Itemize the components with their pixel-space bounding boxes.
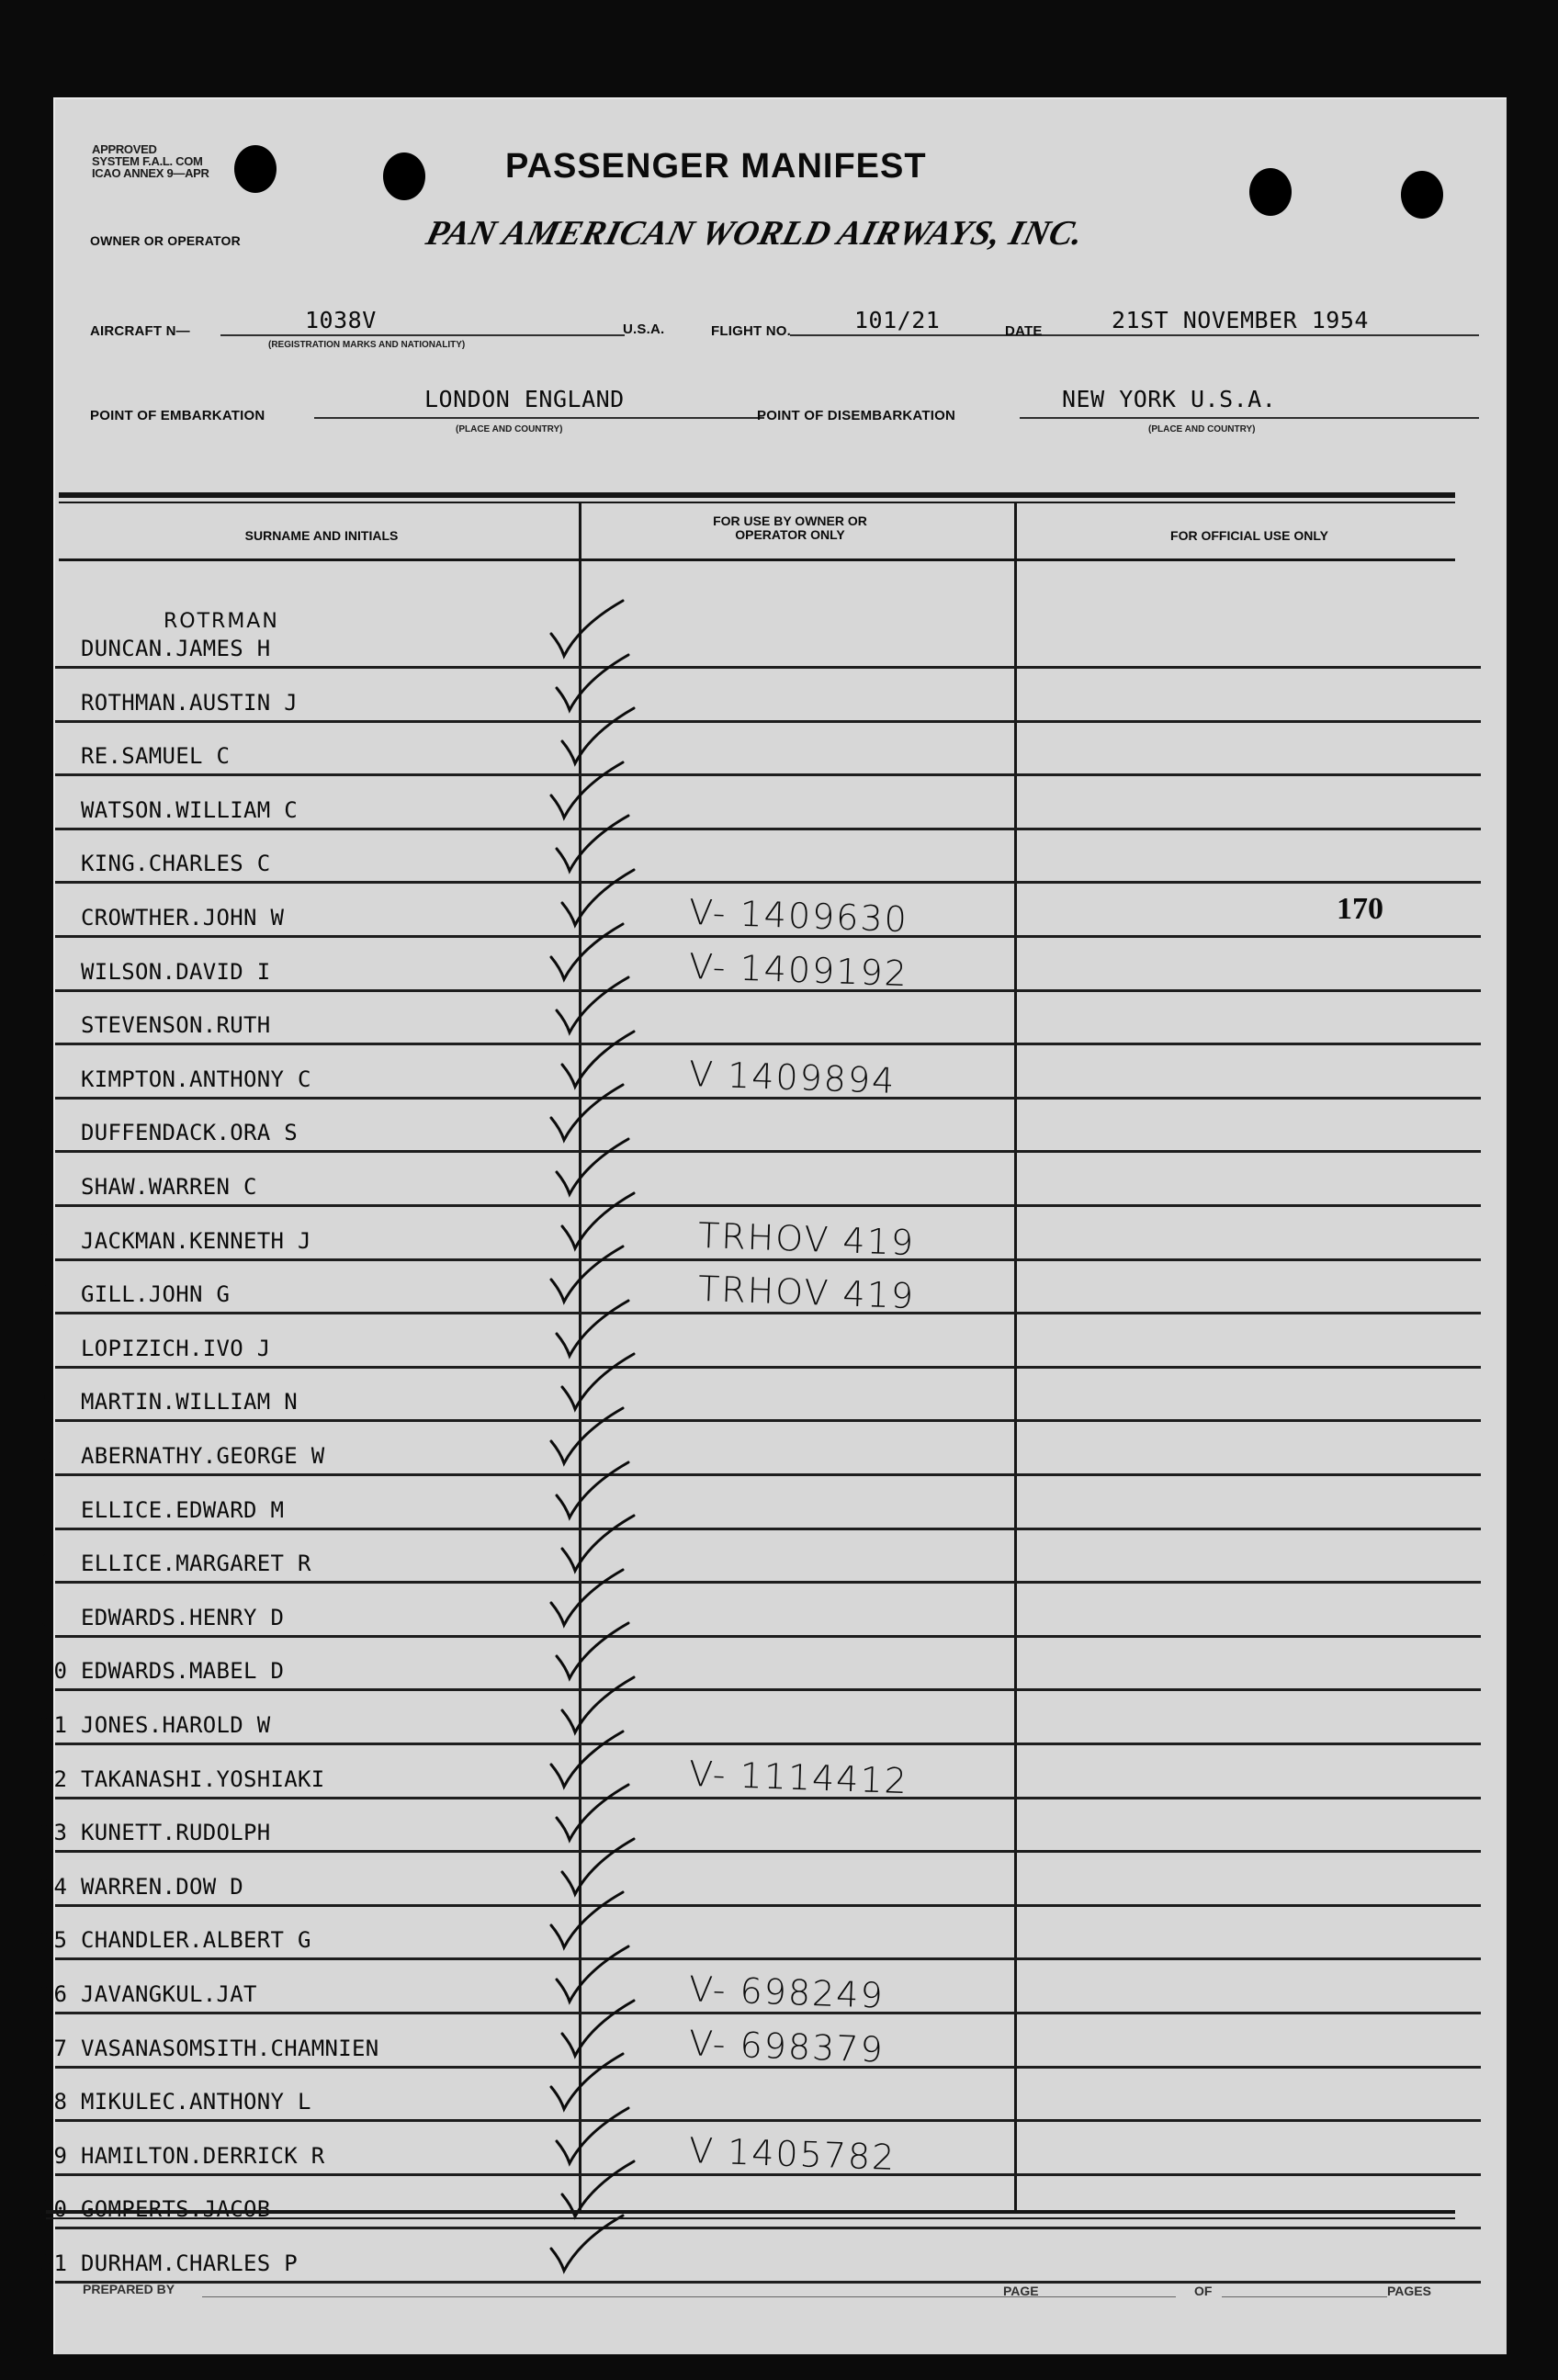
row-number: 24 bbox=[40, 1873, 67, 1900]
passenger-row bbox=[55, 1046, 1507, 1100]
passenger-name: WARREN.DOW D bbox=[81, 1873, 243, 1900]
passenger-row bbox=[55, 723, 1507, 776]
of-line bbox=[1222, 2296, 1387, 2297]
passenger-name: ROTHMAN.AUSTIN J bbox=[81, 689, 298, 716]
owner-note: V 1405782 bbox=[688, 2129, 898, 2178]
passenger-row bbox=[55, 992, 1507, 1045]
owner-note: V 1409894 bbox=[688, 1053, 898, 1101]
manifest-sheet bbox=[40, 97, 1507, 2354]
passenger-row bbox=[40, 2015, 1507, 2070]
row-rule bbox=[55, 828, 1481, 830]
passenger-row bbox=[40, 1907, 1507, 1960]
embarkation-label: POINT OF EMBARKATION bbox=[90, 408, 265, 423]
passenger-row bbox=[40, 1961, 1507, 2016]
passenger-name: STEVENSON.RUTH bbox=[81, 1012, 271, 1039]
passenger-name: ELLICE.EDWARD M bbox=[81, 1496, 285, 1523]
passenger-row bbox=[40, 1692, 1507, 1745]
passenger-row bbox=[40, 1423, 1507, 1476]
approval-stamp bbox=[92, 143, 209, 179]
check-mark bbox=[544, 2212, 627, 2280]
passenger-name: LOPIZICH.IVO J bbox=[81, 1335, 271, 1361]
header-bottom-rule bbox=[59, 558, 1455, 561]
table-bottom-rule-thin bbox=[46, 2217, 1455, 2219]
row-rule bbox=[55, 2227, 1481, 2229]
passenger-name: DURHAM.CHARLES P bbox=[81, 2250, 298, 2276]
page-label: PAGE bbox=[1003, 2284, 1039, 2298]
owner-note: TRHOV 419 bbox=[697, 1269, 916, 1317]
disembarkation-value: NEW YORK U.S.A. bbox=[1062, 386, 1277, 412]
owner-note: V- 698379 bbox=[688, 2022, 886, 2070]
of-label: OF bbox=[1194, 2284, 1213, 2298]
row-number: 9 bbox=[40, 1604, 54, 1630]
row-rule bbox=[55, 2012, 1481, 2014]
embarkation-underline bbox=[314, 417, 764, 419]
row-number: 20 bbox=[40, 1658, 67, 1685]
date-label: DATE bbox=[1005, 323, 1043, 339]
passenger-row bbox=[55, 777, 1507, 830]
row-rule bbox=[55, 773, 1481, 776]
row-rule bbox=[55, 935, 1481, 938]
passenger-row bbox=[40, 1100, 1507, 1153]
row-number: 0 bbox=[40, 1120, 54, 1146]
owner-note: V- 1409192 bbox=[688, 945, 909, 994]
row-number: 8 bbox=[40, 1551, 54, 1577]
passenger-name: EDWARDS.HENRY D bbox=[81, 1604, 285, 1630]
passenger-name: ELLICE.MARGARET R bbox=[81, 1551, 311, 1577]
owner-operator-label: OWNER OR OPERATOR bbox=[90, 233, 241, 248]
embarkation-place-note: (PLACE AND COUNTRY) bbox=[456, 424, 563, 434]
passenger-row bbox=[55, 939, 1507, 992]
passenger-row bbox=[55, 830, 1507, 884]
prepared-by-line bbox=[202, 2296, 1047, 2297]
row-number: 25 bbox=[40, 1927, 67, 1954]
passenger-row bbox=[55, 670, 1507, 723]
passenger-row bbox=[40, 1585, 1507, 1638]
row-number: 31 bbox=[40, 2250, 67, 2276]
approval-stamp-line: SYSTEM F.A.L. COM bbox=[92, 154, 203, 168]
passenger-row bbox=[40, 1746, 1507, 1801]
aircraft-number: 1038V bbox=[305, 307, 377, 333]
official-note: 170 bbox=[1337, 892, 1383, 926]
table-top-rule-thin bbox=[59, 502, 1455, 503]
row-rule bbox=[55, 1957, 1481, 1960]
passenger-row bbox=[40, 1154, 1507, 1207]
aircraft-underline bbox=[220, 334, 625, 336]
passenger-name: CHANDLER.ALBERT G bbox=[81, 1927, 311, 1954]
prepared-by-label: PREPARED BY bbox=[83, 2282, 175, 2296]
row-number: 27 bbox=[40, 2035, 67, 2061]
table-top-rule bbox=[59, 492, 1455, 498]
row-rule bbox=[55, 1904, 1481, 1907]
nationality: U.S.A. bbox=[623, 321, 665, 337]
column-header-official-use: FOR OFFICIAL USE ONLY bbox=[1170, 528, 1328, 543]
date-value: 21ST NOVEMBER 1954 bbox=[1112, 307, 1369, 333]
row-number: 1 bbox=[40, 1174, 54, 1200]
passenger-name: SHAW.WARREN C bbox=[81, 1174, 257, 1200]
row-number: 23 bbox=[40, 1820, 67, 1846]
handwritten-correction: ROTRMAN bbox=[164, 610, 279, 633]
row-rule bbox=[55, 1743, 1481, 1745]
row-rule bbox=[55, 1797, 1481, 1799]
owner-note: V- 1114412 bbox=[688, 1753, 909, 1801]
row-rule bbox=[55, 1204, 1481, 1207]
row-number: 2 bbox=[40, 1227, 54, 1254]
punch-hole bbox=[234, 145, 277, 193]
column-header-surname: SURNAME AND INITIALS bbox=[244, 528, 399, 543]
flight-number: 101/21 bbox=[854, 307, 941, 333]
passenger-row bbox=[55, 885, 1507, 941]
passenger-name: ABERNATHY.GEORGE W bbox=[81, 1443, 325, 1469]
table-bottom-rule bbox=[46, 2210, 1455, 2214]
aircraft-label: AIRCRAFT N— bbox=[90, 323, 190, 339]
row-rule bbox=[55, 1258, 1481, 1261]
disembarkation-label: POINT OF DISEMBARKATION bbox=[757, 408, 955, 423]
approval-stamp-line: ICAO ANNEX 9—APR bbox=[92, 166, 209, 180]
passenger-name: VASANASOMSITH.CHAMNIEN bbox=[81, 2035, 379, 2061]
row-rule bbox=[55, 881, 1481, 884]
passenger-name: HAMILTON.DERRICK R bbox=[81, 2142, 325, 2169]
passenger-name: JACKMAN.KENNETH J bbox=[81, 1227, 311, 1254]
row-rule bbox=[55, 1043, 1481, 1045]
flight-label: FLIGHT NO. bbox=[711, 323, 791, 339]
punch-hole bbox=[1401, 171, 1443, 219]
passenger-name: DUNCAN.JAMES H bbox=[81, 636, 271, 661]
row-rule bbox=[55, 1688, 1481, 1691]
row-rule bbox=[55, 2281, 1481, 2284]
row-rule bbox=[55, 1312, 1481, 1314]
row-number: 21 bbox=[40, 1712, 67, 1738]
passenger-name: TAKANASHI.YOSHIAKI bbox=[81, 1765, 325, 1792]
passenger-row bbox=[40, 2123, 1507, 2178]
passenger-name: RE.SAMUEL C bbox=[81, 743, 231, 770]
owner-note: TRHOV 419 bbox=[697, 1214, 916, 1263]
passenger-name: JAVANGKUL.JAT bbox=[81, 1981, 257, 2007]
passenger-name: MARTIN.WILLIAM N bbox=[81, 1389, 298, 1416]
passenger-name: KING.CHARLES C bbox=[81, 851, 271, 877]
row-number: 7 bbox=[40, 1496, 54, 1523]
disembarkation-underline bbox=[1020, 417, 1479, 419]
checkmark-icon bbox=[544, 2212, 627, 2276]
row-rule bbox=[55, 2173, 1481, 2176]
passenger-row bbox=[40, 1477, 1507, 1530]
passenger-row bbox=[40, 1799, 1507, 1853]
passenger-row bbox=[40, 1261, 1507, 1317]
company-name: PAN AMERICAN WORLD AIRWAYS, INC. bbox=[422, 214, 1088, 253]
page-title: PASSENGER MANIFEST bbox=[505, 147, 927, 186]
passenger-row bbox=[40, 1369, 1507, 1422]
row-rule bbox=[55, 1581, 1481, 1584]
passenger-row bbox=[40, 1530, 1507, 1584]
passenger-name: DUFFENDACK.ORA S bbox=[81, 1120, 298, 1146]
page-line bbox=[1047, 2296, 1176, 2297]
row-number: 29 bbox=[40, 2142, 67, 2169]
date-underline bbox=[1047, 334, 1479, 336]
passenger-name: EDWARDS.MABEL D bbox=[81, 1658, 285, 1685]
disembarkation-place-note: (PLACE AND COUNTRY) bbox=[1148, 424, 1256, 434]
row-rule bbox=[55, 2119, 1481, 2122]
owner-note: V- 698249 bbox=[688, 1968, 886, 2016]
passenger-name: GOMPERTS.JACOB bbox=[81, 2196, 271, 2223]
row-number: 28 bbox=[40, 2089, 67, 2115]
row-rule bbox=[55, 720, 1481, 723]
column-header-owner-use: FOR USE BY OWNER OR OPERATOR ONLY bbox=[713, 513, 867, 542]
row-number: 22 bbox=[40, 1765, 67, 1792]
pages-label: PAGES bbox=[1387, 2284, 1431, 2298]
passenger-row bbox=[40, 1854, 1507, 1907]
row-number: 5 bbox=[40, 1389, 54, 1416]
passenger-row bbox=[55, 615, 1507, 669]
row-rule bbox=[55, 1366, 1481, 1369]
row-rule bbox=[55, 1150, 1481, 1153]
row-rule bbox=[55, 1473, 1481, 1476]
passenger-name: MIKULEC.ANTHONY L bbox=[81, 2089, 311, 2115]
passenger-row bbox=[40, 2230, 1507, 2284]
passenger-name: KIMPTON.ANTHONY C bbox=[81, 1066, 311, 1092]
row-number: 26 bbox=[40, 1981, 67, 2007]
row-number: 4 bbox=[40, 1335, 54, 1361]
row-rule bbox=[55, 1419, 1481, 1422]
passenger-name: WILSON.DAVID I bbox=[81, 958, 271, 985]
row-number: 3 bbox=[40, 1281, 54, 1308]
passenger-row bbox=[40, 1638, 1507, 1691]
row-rule bbox=[55, 1850, 1481, 1853]
passenger-row bbox=[40, 2069, 1507, 2122]
approval-stamp-line: APPROVED bbox=[92, 142, 157, 156]
passenger-row bbox=[40, 2176, 1507, 2229]
row-rule bbox=[55, 1528, 1481, 1530]
punch-hole bbox=[383, 152, 425, 200]
row-rule bbox=[55, 666, 1481, 669]
passenger-name: KUNETT.RUDOLPH bbox=[81, 1820, 271, 1846]
passenger-name: GILL.JOHN G bbox=[81, 1281, 231, 1308]
row-rule bbox=[55, 989, 1481, 992]
row-rule bbox=[55, 1635, 1481, 1638]
punch-hole bbox=[1249, 168, 1292, 216]
owner-note: V- 1409630 bbox=[688, 891, 909, 941]
passenger-name: WATSON.WILLIAM C bbox=[81, 796, 298, 823]
embarkation-value: LONDON ENGLAND bbox=[424, 386, 625, 412]
row-number: 30 bbox=[40, 2196, 67, 2223]
registration-note: (REGISTRATION MARKS AND NATIONALITY) bbox=[268, 340, 466, 350]
row-rule bbox=[55, 1097, 1481, 1100]
row-number: 6 bbox=[40, 1443, 54, 1469]
passenger-row bbox=[40, 1208, 1507, 1263]
passenger-name: JONES.HAROLD W bbox=[81, 1712, 271, 1738]
passenger-row bbox=[40, 1315, 1507, 1369]
passenger-name: CROWTHER.JOHN W bbox=[81, 905, 285, 931]
